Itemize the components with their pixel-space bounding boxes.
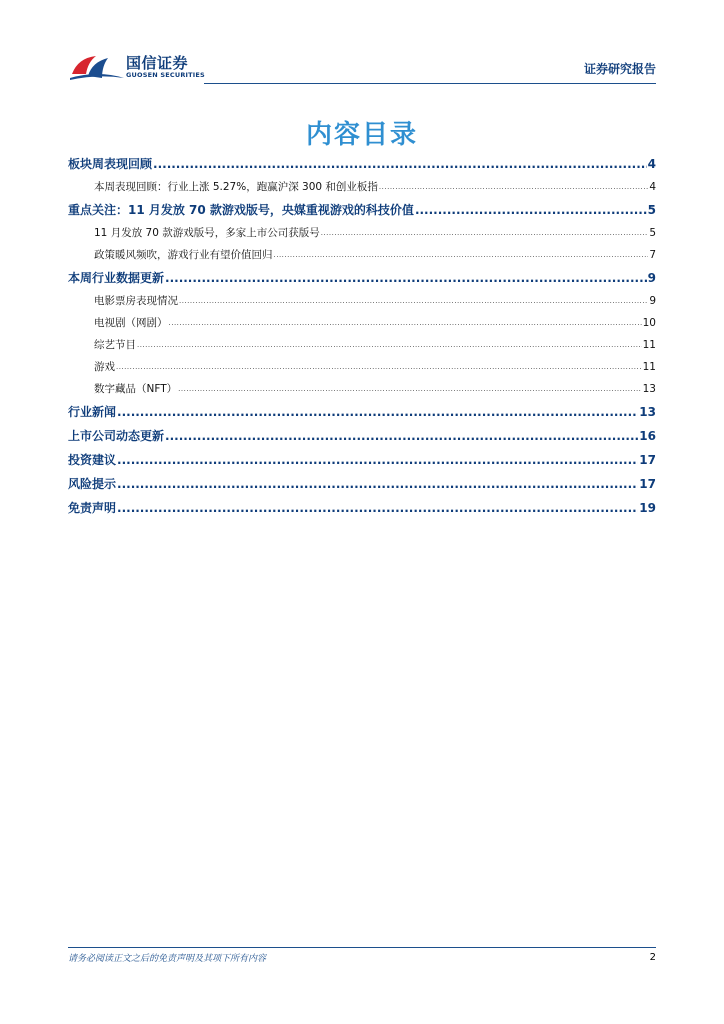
- toc-entry-title: 免责声明: [68, 501, 117, 515]
- toc-leader-dots: [178, 378, 642, 400]
- toc-leader-dots: [165, 424, 638, 448]
- toc-entry-page: 11: [642, 361, 656, 373]
- toc-entry-page: 4: [647, 157, 656, 171]
- toc-leader-dots: [117, 400, 638, 424]
- footer-divider: [68, 947, 656, 948]
- toc-entry-page: 7: [649, 249, 656, 261]
- toc-entry-subsection[interactable]: [68, 222, 656, 244]
- toc-title: 内容目录: [305, 120, 418, 150]
- toc-entry-title: 板块周表现回顾: [68, 157, 153, 171]
- toc-entry-section[interactable]: [68, 448, 656, 472]
- toc-entry-page: 16: [639, 429, 656, 443]
- toc-entry-section[interactable]: [68, 472, 656, 496]
- toc-entry-title: 行业新闻: [68, 405, 117, 419]
- toc-entry-subsection[interactable]: [68, 378, 656, 400]
- toc-leader-dots: [137, 334, 642, 356]
- toc-entry-subsection[interactable]: [68, 334, 656, 356]
- toc-entry-title: 11 月发放 70 款游戏版号，多家上市公司获版号: [94, 227, 320, 239]
- toc-entry-title: 风险提示: [68, 477, 117, 491]
- toc-entry-section[interactable]: [68, 400, 656, 424]
- toc-entry-subsection[interactable]: [68, 176, 656, 198]
- toc-entry-section[interactable]: [68, 266, 656, 290]
- brand-name-en: GUOSEN SECURITIES: [126, 71, 205, 79]
- toc-leader-dots: [169, 312, 642, 334]
- toc-entry-subsection[interactable]: [68, 244, 656, 266]
- page-number: 2: [649, 952, 656, 963]
- page-header: [68, 50, 656, 84]
- table-of-contents: [68, 152, 656, 520]
- report-type-label: 证券研究报告: [583, 62, 656, 76]
- header-divider: [204, 83, 656, 84]
- toc-entry-page: 13: [639, 405, 656, 419]
- toc-entry-title: 电视剧（网剧）: [94, 317, 168, 329]
- toc-leader-dots: [165, 266, 647, 290]
- toc-leader-dots: [116, 356, 642, 378]
- toc-entry-subsection[interactable]: [68, 356, 656, 378]
- toc-entry-section[interactable]: [68, 496, 656, 520]
- toc-entry-title: 本周行业数据更新: [68, 271, 165, 285]
- toc-entry-section[interactable]: [68, 152, 656, 176]
- toc-entry-subsection[interactable]: [68, 312, 656, 334]
- toc-entry-section[interactable]: [68, 424, 656, 448]
- toc-leader-dots: [117, 448, 638, 472]
- toc-leader-dots: [379, 176, 648, 198]
- toc-leader-dots: [321, 222, 649, 244]
- toc-entry-title: 电影票房表现情况: [94, 295, 178, 307]
- toc-entry-page: 10: [642, 317, 656, 329]
- brand-name-cn: 国信证券: [126, 54, 189, 72]
- toc-leader-dots: [117, 496, 638, 520]
- toc-entry-title: 投资建议: [68, 453, 117, 467]
- toc-entry-title: 政策暖风频吹，游戏行业有望价值回归: [94, 249, 273, 261]
- toc-entry-page: 19: [639, 501, 656, 515]
- toc-entry-title: 综艺节目: [94, 339, 136, 351]
- toc-leader-dots: [117, 472, 638, 496]
- toc-entry-title: 数字藏品（NFT）: [94, 383, 178, 395]
- toc-entry-title: 本周表现回顾：行业上涨 5.27%，跑赢沪深 300 和创业板指: [94, 181, 378, 193]
- toc-entry-page: 9: [647, 271, 656, 285]
- toc-entry-page: 5: [647, 203, 656, 217]
- footer-disclaimer: 请务必阅读正文之后的免责声明及其项下所有内容: [68, 954, 267, 964]
- toc-entry-page: 9: [649, 295, 656, 307]
- toc-entry-title: 上市公司动态更新: [68, 429, 165, 443]
- toc-entry-page: 11: [642, 339, 656, 351]
- toc-entry-page: 17: [639, 477, 656, 491]
- toc-entry-page: 17: [639, 453, 656, 467]
- toc-leader-dots: [153, 152, 647, 176]
- toc-entry-page: 4: [649, 181, 656, 193]
- toc-entry-title: 游戏: [94, 361, 115, 373]
- toc-entry-page: 13: [642, 383, 656, 395]
- guosen-logo: [68, 52, 128, 82]
- toc-entry-title: 重点关注：11 月发放 70 款游戏版号，央媒重视游戏的科技价值: [68, 203, 414, 217]
- toc-entry-section[interactable]: [68, 198, 656, 222]
- toc-entry-subsection[interactable]: [68, 290, 656, 312]
- toc-leader-dots: [274, 244, 649, 266]
- toc-entry-page: 5: [649, 227, 656, 239]
- toc-leader-dots: [179, 290, 648, 312]
- toc-leader-dots: [415, 198, 647, 222]
